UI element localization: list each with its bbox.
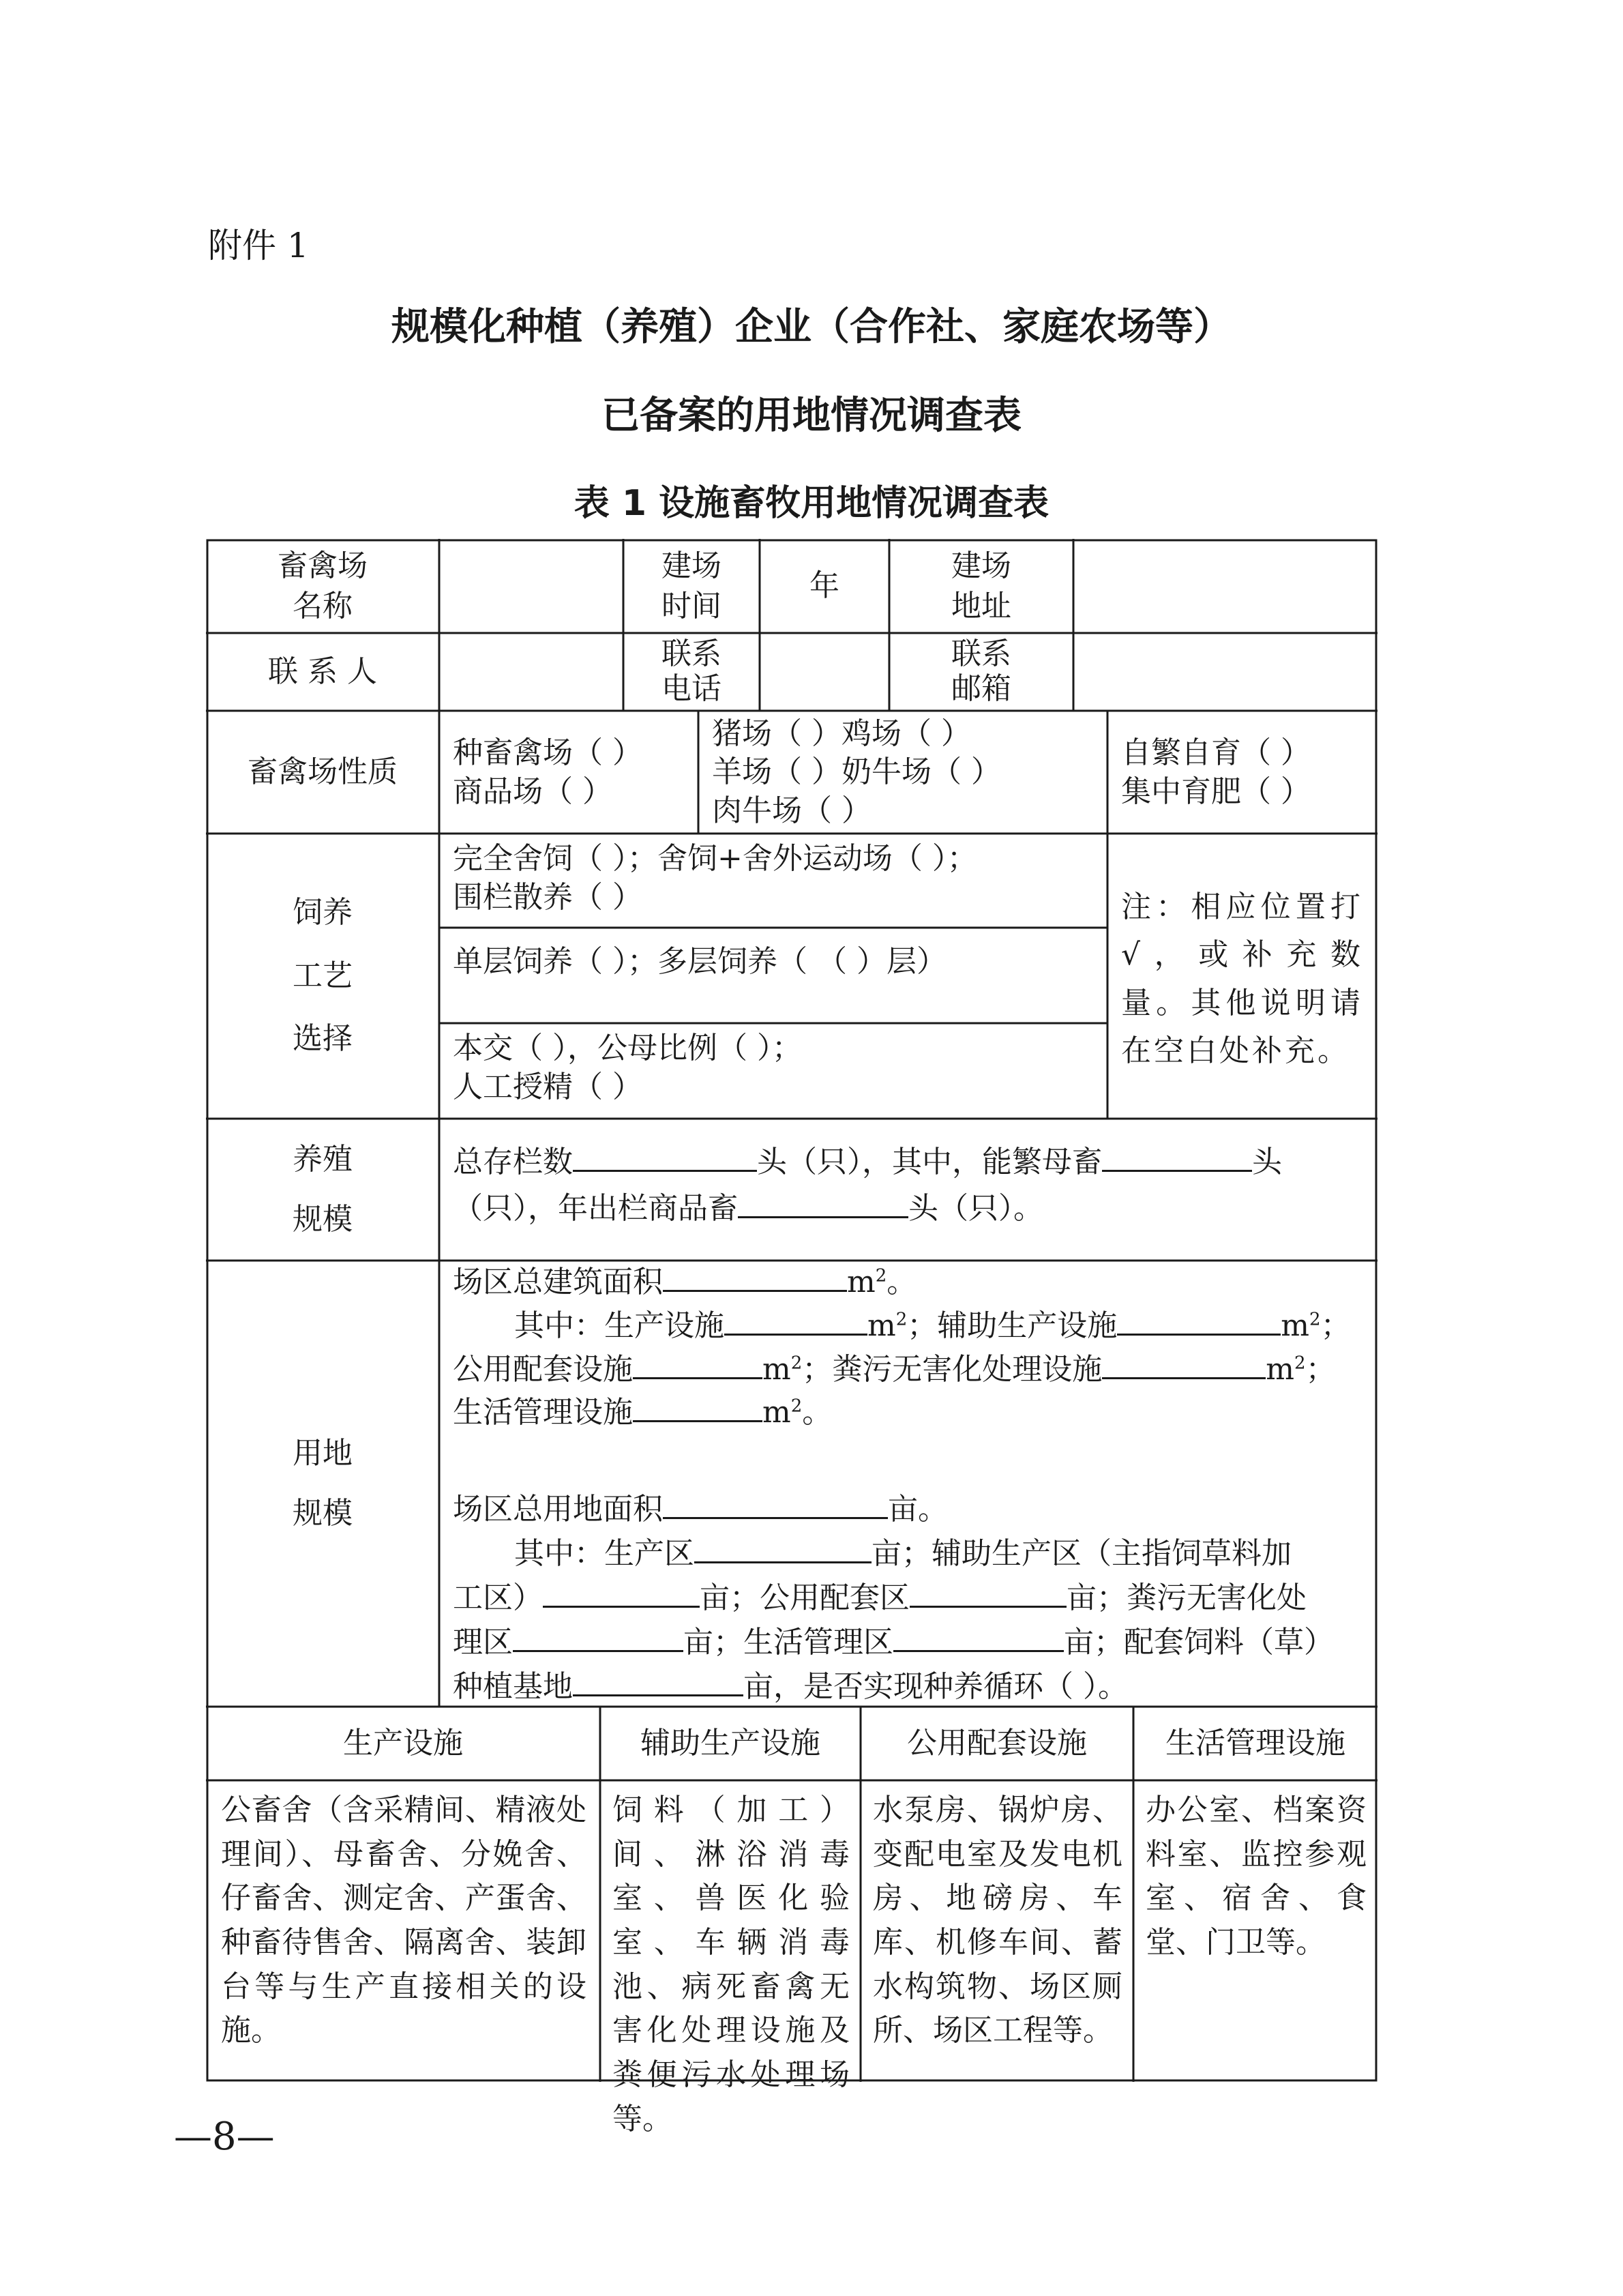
breeding-female-label: 头（只），其中，能繁母畜 — [757, 1145, 1102, 1179]
document-title-line1: 规模化种植（养殖）企业（合作社、家庭农场等） — [391, 305, 1232, 349]
sentence-end: 。 — [887, 1265, 917, 1299]
manure-treatment-area-label: ；粪污无害化处理设施 — [802, 1351, 1103, 1387]
public-zone-label: 亩；公用配套区 — [700, 1580, 910, 1616]
sentence-end: 。 — [802, 1395, 833, 1430]
total-building-area-blank[interactable] — [663, 1263, 847, 1292]
total-building-area-label: 场区总建筑面积 — [453, 1265, 663, 1299]
centralized-fattening-option[interactable]: 集中育肥（ ） — [1121, 774, 1311, 810]
planting-base-blank[interactable] — [573, 1667, 743, 1696]
category-content-living: 办公室、档案资料室、监控参观室、宿舍、食堂、门卫等。 — [1146, 1793, 1367, 1960]
living-facility-area-blank[interactable] — [633, 1393, 762, 1422]
farm-nature-type-options[interactable] — [453, 733, 698, 811]
natural-mating-line[interactable]: 本交（ ），公母比例（ ）； — [453, 1031, 802, 1065]
breeding-scale-label-line2: 规模 — [293, 1202, 353, 1237]
survey-form-table — [206, 539, 1378, 2136]
layer-feeding-options[interactable]: 单层饲养（ ）；多层饲养（ （ ）层） — [453, 944, 947, 979]
self-breeding-option[interactable]: 自繁自育（ ） — [1121, 735, 1311, 770]
total-stock-blank[interactable] — [573, 1143, 757, 1172]
total-land-area-blank[interactable] — [663, 1490, 888, 1519]
auxiliary-zone-label: 亩；辅助生产区（主指饲草料加 — [872, 1536, 1292, 1572]
contact-phone-label-line1: 联系 — [661, 636, 721, 672]
category-header-public: 公用配套设施 — [907, 1726, 1087, 1761]
land-scale-label-line2: 规模 — [293, 1496, 353, 1531]
annual-output-label: （只），年出栏商品畜 — [453, 1191, 738, 1226]
sqm-unit-superscript: 2 — [875, 1265, 887, 1286]
sheep-dairy-farm-option[interactable]: 羊场（ ）奶牛场（ ） — [712, 754, 1001, 790]
contact-email-label-line1: 联系 — [951, 636, 1011, 672]
feeding-process-label — [206, 834, 439, 1119]
category-header-production: 生产设施 — [343, 1726, 463, 1761]
contact-phone-label — [623, 633, 760, 711]
attachment-label: 附件 1 — [208, 226, 309, 265]
housing-mode-line1[interactable]: 完全舍饲（ ）；舍饲+舍外运动场（ ）； — [453, 841, 977, 876]
sqm-unit-superscript: 2 — [1294, 1352, 1306, 1373]
separator: ； — [1320, 1308, 1351, 1343]
note-text: 注：相应位置打√，或补充数量。其他说明请在空白处补充。 — [1121, 889, 1363, 1069]
artificial-insemination-line[interactable]: 人工授精（ ） — [453, 1070, 642, 1105]
sqm-unit: m — [847, 1265, 876, 1299]
annual-output-unit: 头（只）。 — [908, 1191, 1043, 1226]
sqm-unit: m — [1281, 1308, 1310, 1343]
production-zone-label: 其中：生产区 — [514, 1536, 694, 1572]
contact-phone-label-line2: 电话 — [661, 671, 721, 706]
mu-unit: 亩。 — [888, 1492, 948, 1527]
building-area-text — [453, 1261, 1367, 1434]
document-title-line2: 已备案的用地情况调查表 — [601, 394, 1022, 438]
breeding-female-blank[interactable] — [1102, 1143, 1252, 1172]
beef-farm-option[interactable]: 肉牛场（ ） — [712, 793, 872, 828]
table-title: 表 1 设施畜牧用地情况调查表 — [574, 483, 1049, 524]
farm-breeding-mode-options[interactable] — [1121, 733, 1378, 811]
farm-nature-label: 畜禽场性质 — [248, 754, 398, 790]
total-stock-label: 总存栏数 — [453, 1145, 573, 1179]
category-content-production: 公畜舍（含采精间、精液处理间）、母畜舍、分娩舍、仔畜舍、测定舍、产蛋舍、种畜待售舍、隔离舍、装卸台等与生产直接相关的设施。 — [221, 1793, 586, 2048]
sqm-unit-superscript: 2 — [790, 1396, 803, 1417]
build-time-label-line1: 建场 — [661, 548, 721, 583]
crop-livestock-cycle-question[interactable]: 亩，是否实现种养循环（ ）。 — [743, 1669, 1128, 1705]
planting-base-label: 种植基地 — [453, 1669, 573, 1705]
contact-email-label — [889, 633, 1073, 711]
contact-person-field[interactable] — [439, 633, 623, 711]
production-facility-area-blank[interactable] — [724, 1306, 867, 1336]
manure-zone-label: 亩；粪污无害化处 — [1067, 1580, 1307, 1616]
year-unit: 年 — [809, 568, 839, 604]
sqm-unit: m — [762, 1395, 791, 1430]
build-address-field[interactable] — [1073, 539, 1378, 633]
breeding-farm-option[interactable]: 种畜禽场（ ） — [453, 735, 642, 770]
feed-planting-label: 亩；配套饲料（草） — [1064, 1625, 1334, 1660]
mating-mode-options[interactable] — [453, 1029, 1107, 1106]
manure-zone-blank[interactable] — [513, 1623, 683, 1652]
auxiliary-facility-area-label: ；辅助生产设施 — [907, 1308, 1118, 1343]
build-time-label — [623, 539, 760, 633]
sqm-unit-superscript: 2 — [790, 1352, 803, 1373]
breeding-scale-label-line1: 养殖 — [293, 1142, 353, 1177]
build-address-label-line1: 建场 — [951, 548, 1011, 583]
separator: ； — [1305, 1351, 1336, 1387]
sqm-unit: m — [867, 1308, 896, 1343]
contact-email-field[interactable] — [1073, 633, 1378, 711]
living-facility-area-label: 生活管理设施 — [453, 1395, 633, 1430]
build-time-label-line2: 时间 — [661, 589, 721, 623]
feeding-process-label-line2: 工艺 — [293, 958, 353, 993]
category-content-auxiliary: 饲料（加工）间、淋浴消毒室、兽医化验室、车辆消毒池、病死畜禽无害化处理设施及粪便污水处理场等。 — [612, 1793, 850, 2136]
breeding-scale-text — [453, 1139, 1367, 1232]
breeding-scale-label — [206, 1119, 439, 1261]
category-header-living: 生活管理设施 — [1165, 1726, 1345, 1761]
land-area-text — [453, 1487, 1367, 1709]
public-facility-area-blank[interactable] — [633, 1350, 762, 1379]
contact-email-label-line2: 邮箱 — [951, 671, 1011, 706]
build-address-label-line2: 地址 — [951, 589, 1011, 623]
manure-treatment-area-blank[interactable] — [1102, 1350, 1266, 1379]
farm-name-field[interactable] — [439, 539, 623, 633]
contact-phone-field[interactable] — [760, 633, 889, 711]
category-content-public: 水泵房、锅炉房、变配电室及发电机房、地磅房、车库、机修车间、蓄水构筑物、场区厕所、场区工程等。 — [873, 1793, 1122, 2048]
farm-species-options[interactable] — [712, 715, 1107, 830]
build-time-field[interactable] — [760, 539, 889, 633]
public-facility-area-label: 公用配套设施 — [453, 1351, 633, 1387]
production-zone-blank[interactable] — [694, 1534, 872, 1563]
sqm-unit: m — [1266, 1351, 1295, 1387]
sqm-unit-superscript: 2 — [895, 1309, 908, 1330]
pig-chicken-farm-option[interactable]: 猪场（ ）鸡场（ ） — [712, 716, 971, 751]
auxiliary-facility-area-blank[interactable] — [1117, 1306, 1281, 1336]
farm-name-label — [206, 539, 439, 633]
sqm-unit: m — [762, 1351, 791, 1387]
processing-zone-label: 工区） — [453, 1580, 543, 1616]
public-zone-blank[interactable] — [910, 1578, 1067, 1608]
sqm-unit-superscript: 2 — [1309, 1309, 1321, 1330]
annual-output-blank[interactable] — [738, 1189, 908, 1218]
category-header-auxiliary: 辅助生产设施 — [640, 1726, 820, 1761]
feeding-process-label-line1: 饲养 — [293, 895, 353, 930]
contact-person-label: 联 系 人 — [268, 654, 377, 690]
page-number: —8— — [174, 2115, 275, 2159]
commercial-farm-option[interactable]: 商品场（ ） — [453, 774, 612, 810]
auxiliary-zone-blank[interactable] — [543, 1578, 700, 1608]
farm-name-label-line1: 畜禽场 — [278, 548, 368, 583]
head-unit: 头 — [1252, 1145, 1282, 1179]
living-zone-label: 亩；生活管理区 — [683, 1625, 893, 1660]
housing-mode-line2[interactable]: 围栏散养（ ） — [453, 880, 642, 915]
housing-mode-options[interactable] — [453, 839, 1107, 917]
feeding-process-label-line3: 选择 — [293, 1021, 353, 1057]
total-land-area-label: 场区总用地面积 — [453, 1492, 663, 1527]
farm-name-label-line2: 名称 — [293, 589, 353, 623]
land-scale-label — [206, 1261, 439, 1707]
production-facility-area-label: 其中：生产设施 — [514, 1308, 724, 1343]
build-address-label — [889, 539, 1073, 633]
land-scale-label-line1: 用地 — [293, 1436, 353, 1471]
living-zone-blank[interactable] — [893, 1623, 1064, 1652]
zone-label: 理区 — [453, 1625, 513, 1660]
